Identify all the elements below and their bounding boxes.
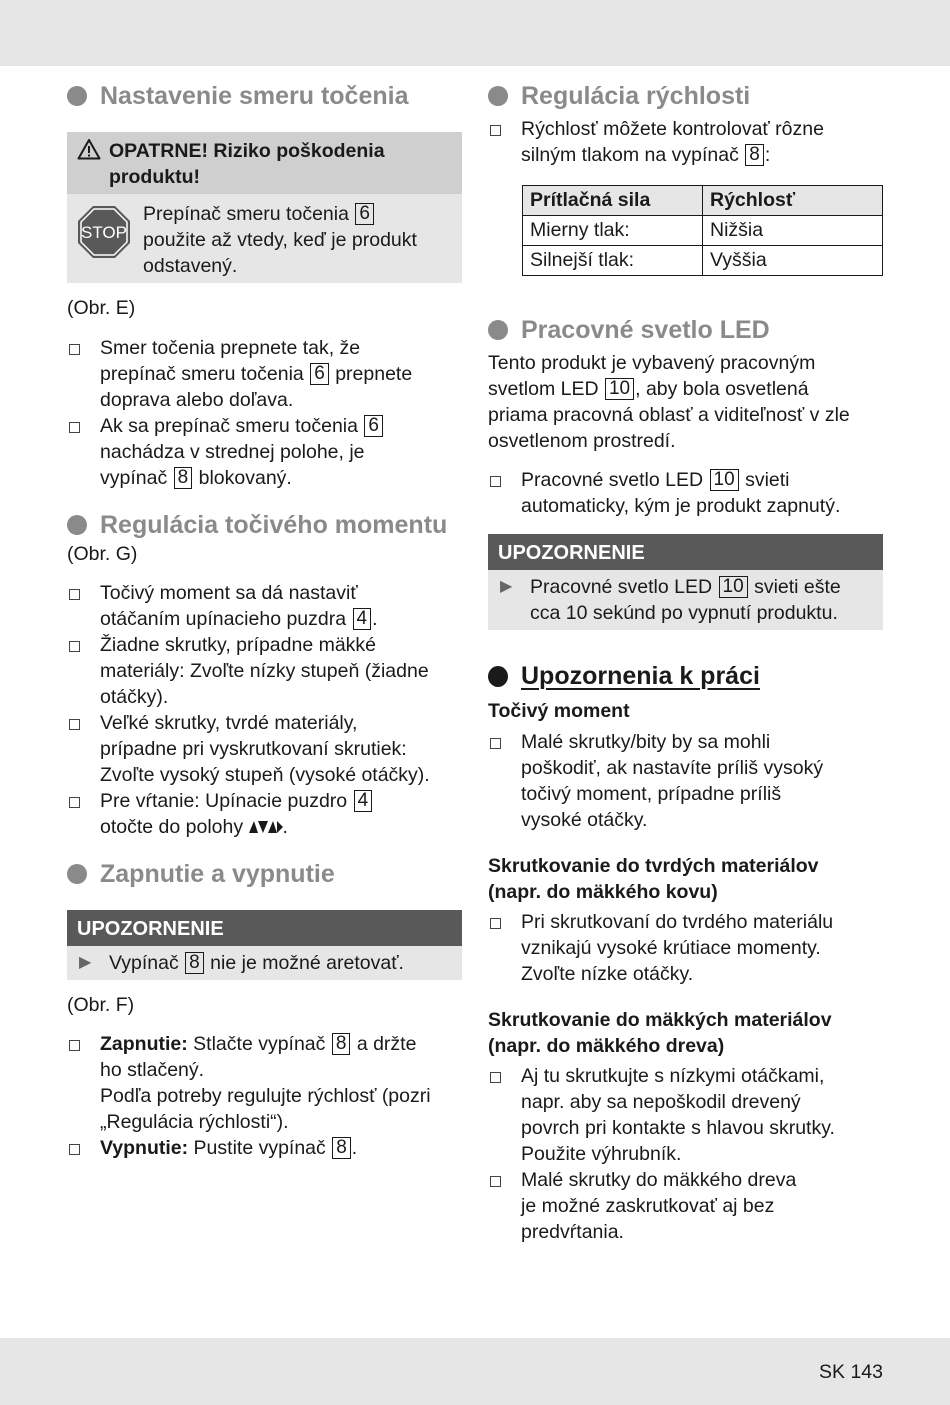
part-ref: 10 — [719, 576, 748, 598]
part-ref: 4 — [354, 790, 373, 812]
notice-body: ▶ Vypínač 8 nie je možné aretovať. — [79, 952, 404, 974]
bullet-dot-icon — [67, 864, 87, 884]
right-column — [488, 80, 883, 1245]
figure-reference: (Obr. E) — [67, 297, 136, 319]
bottom-band — [0, 1338, 950, 1405]
notice-body: ▶ Pracovné svetlo LED 10 svieti ešte cca 10 sekúnd po vypnutí produktu. — [500, 576, 841, 624]
torque-list — [67, 580, 462, 840]
list-item: Smer točenia prepnete tak, že prepínač smeru točenia 6 prepnete doprava alebo doľava. — [67, 335, 462, 413]
speed-table — [522, 185, 883, 276]
list-item: Zapnutie: Stlačte vypínač 8 a držte ho stlačený. Podľa potreby regulujte rýchlosť (pozri „Regulácia rýchlosti“). — [67, 1031, 462, 1135]
square-bullet-icon — [69, 1040, 80, 1051]
square-bullet-icon — [490, 738, 501, 749]
square-bullet-icon — [69, 422, 80, 433]
bullet-dot-icon — [67, 515, 87, 535]
square-bullet-icon — [69, 344, 80, 355]
list-item: Točivý moment sa dá nastaviť otáčaním upínacieho puzdra 4 . — [67, 580, 462, 632]
section-title-torque: Regulácia točivého momentu — [67, 509, 462, 541]
list-item: Malé skrutky/bity by sa mohli poškodiť, ak nastavíte príliš vysoký točivý moment, prípadne príliš vysoké otáčky. — [488, 729, 883, 833]
warning-triangle-icon — [77, 138, 109, 190]
square-bullet-icon — [490, 125, 501, 136]
table-cell: Mierny tlak: — [523, 216, 703, 246]
square-bullet-icon — [490, 476, 501, 487]
on-off-list — [67, 1031, 462, 1161]
square-bullet-icon — [69, 719, 80, 730]
part-ref: 10 — [710, 469, 739, 491]
stop-sign-icon — [77, 201, 143, 279]
square-bullet-icon — [490, 1176, 501, 1187]
part-ref: 8 — [745, 144, 764, 166]
list-item: Pracovné svetlo LED 10 svieti automaticky, kým je produkt zapnutý. — [488, 467, 883, 519]
notice-header: UPOZORNENIE — [488, 534, 883, 570]
bullet-dot-icon — [488, 666, 508, 687]
part-ref: 8 — [185, 952, 204, 974]
part-ref: 6 — [364, 415, 383, 437]
square-bullet-icon — [69, 589, 80, 600]
table-cell: Vyššia — [703, 246, 883, 276]
notice-box — [488, 534, 883, 630]
part-ref: 8 — [332, 1137, 351, 1159]
list-item: Pri skrutkovaní do tvrdého materiálu vznikajú vysoké krútiace momenty. Zvoľte nízke otáčky. — [488, 909, 883, 987]
led-list — [488, 467, 883, 519]
subheading: Skrutkovanie do tvrdých materiálov (napr. do mäkkého kovu) — [488, 855, 819, 903]
square-bullet-icon — [69, 641, 80, 652]
list-item: Ak sa prepínač smeru točenia 6 nachádza v strednej polohe, je vypínač 8 blokovaný. — [67, 413, 462, 491]
table-row — [523, 246, 883, 276]
table-cell: Nižšia — [703, 216, 883, 246]
part-ref: 8 — [332, 1033, 351, 1055]
table-header-cell: Prítlačná sila — [523, 186, 703, 216]
figure-reference: (Obr. F) — [67, 994, 135, 1016]
part-ref: 8 — [174, 467, 193, 489]
page-number: SK 143 — [819, 1361, 883, 1383]
square-bullet-icon — [490, 918, 501, 929]
part-ref: 6 — [355, 203, 374, 225]
part-ref: 10 — [605, 378, 634, 400]
bullet-dot-icon — [488, 86, 508, 106]
section-title-rotation-direction: Nastavenie smeru točenia — [67, 80, 462, 112]
subheading: Skrutkovanie do mäkkých materiálov (napr. do mäkkého dreva) — [488, 1009, 832, 1057]
caution-title: OPATRNE! Riziko poškodenia — [109, 140, 385, 162]
part-ref: 6 — [310, 363, 329, 385]
led-paragraph: Tento produkt je vybavený pracovným svetlom LED 10 , aby bola osvetlená priama pracovná oblasť a viditeľnosť v zle osvetlenom prostredí. — [488, 352, 850, 452]
list-item: Malé skrutky do mäkkého dreva je možné zaskrutkovať aj bez predvŕtania. — [488, 1167, 883, 1245]
table-header-cell: Rýchlosť — [703, 186, 883, 216]
bullet-dot-icon — [67, 86, 87, 106]
rotation-list — [67, 335, 462, 491]
square-bullet-icon — [69, 1144, 80, 1155]
speed-list — [488, 116, 883, 168]
caution-box — [67, 132, 462, 283]
torque-tip-list — [488, 729, 883, 833]
section-title-work-tips: Upozornenia k práci — [488, 660, 883, 692]
drill-mode-icon — [249, 816, 283, 838]
section-title-on-off: Zapnutie a vypnutie — [67, 858, 462, 890]
stop-sign-label: STOP — [81, 223, 127, 242]
caution-title-cont: produktu! — [109, 166, 200, 188]
triangle-arrow-icon: ▶ — [500, 578, 513, 595]
section-title-speed: Regulácia rýchlosti — [488, 80, 883, 112]
table-header-row — [523, 186, 883, 216]
figure-reference: (Obr. G) — [67, 543, 138, 565]
left-column — [67, 80, 462, 1161]
caution-body — [67, 194, 462, 283]
table-cell: Silnejší tlak: — [523, 246, 703, 276]
soft-material-list — [488, 1063, 883, 1245]
list-item: Pre vŕtanie: Upínacie puzdro 4 otočte do polohy . — [67, 788, 462, 840]
top-band — [0, 0, 950, 66]
section-title-led: Pracovné svetlo LED — [488, 314, 883, 346]
part-ref: 4 — [353, 608, 372, 630]
square-bullet-icon — [69, 797, 80, 808]
table-row — [523, 216, 883, 246]
notice-box — [67, 910, 462, 980]
list-item: Veľké skrutky, tvrdé materiály, prípadne pri vyskrutkovaní skrutiek: Zvoľte vysoký stupeň (vysoké otáčky). — [67, 710, 462, 788]
hard-material-list — [488, 909, 883, 987]
caution-header — [67, 132, 462, 194]
list-item: Aj tu skrutkujte s nízkymi otáčkami, napr. aby sa nepoškodil drevený povrch pri kontakte s hlavou skrutky. Použite výhrubník. — [488, 1063, 883, 1167]
list-item: Žiadne skrutky, prípadne mäkké materiály: Zvoľte nízky stupeň (žiadne otáčky). — [67, 632, 462, 710]
bullet-dot-icon — [488, 320, 508, 340]
list-item: Vypnutie: Pustite vypínač 8 . — [67, 1135, 462, 1161]
list-item: Rýchlosť môžete kontrolovať rôzne silným tlakom na vypínač 8 : — [488, 116, 883, 168]
subheading: Točivý moment — [488, 700, 630, 722]
notice-header: UPOZORNENIE — [67, 910, 462, 946]
caution-text: Prepínač smeru točenia 6 použite až vtedy, keď je produkt odstavený. — [143, 203, 417, 277]
triangle-arrow-icon: ▶ — [79, 954, 92, 971]
square-bullet-icon — [490, 1072, 501, 1083]
